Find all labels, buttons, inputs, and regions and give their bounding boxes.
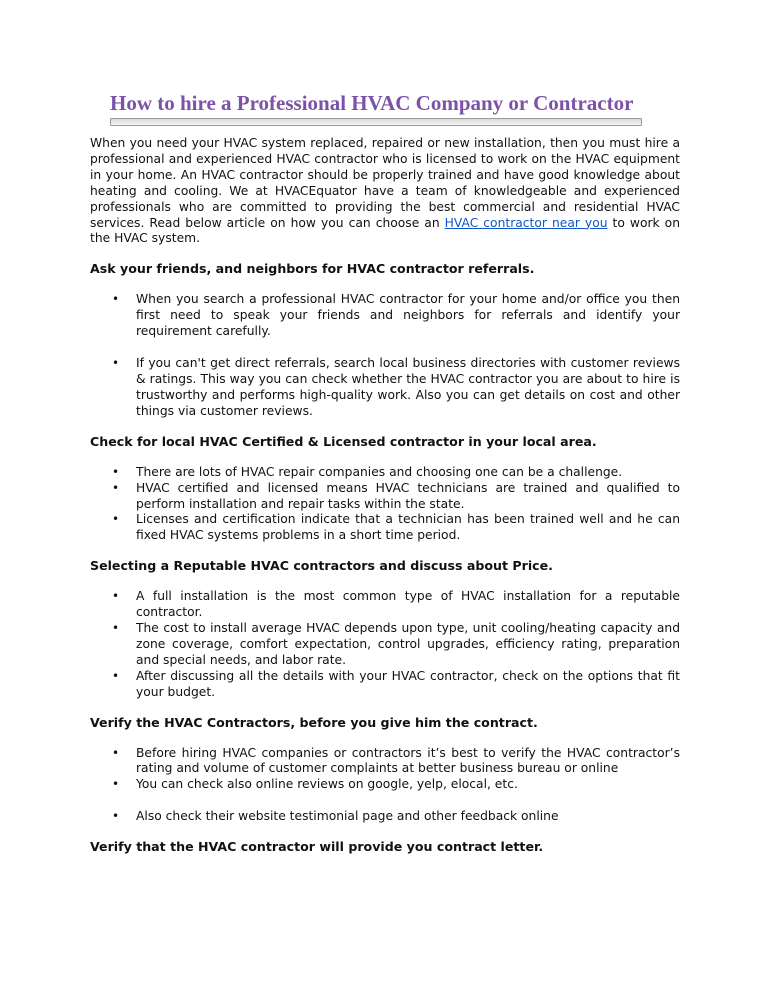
bullet-list-price	[90, 589, 680, 700]
list-item: • Also check their website testimonial page and other feedback online	[112, 809, 559, 824]
list-item: • There are lots of HVAC repair companies and choosing one can be a challenge.	[112, 464, 623, 479]
bullet-icon: •	[112, 668, 120, 683]
list-item: • Before hiring HVAC companies or contractors it’s best to verify the HVAC contractor’s rating and volume of customer complaints at better business bureau or online	[112, 745, 680, 776]
bullet-list-referrals	[90, 292, 680, 419]
section-heading-contract: Verify that the HVAC contractor will provide you contract letter.	[90, 839, 544, 855]
intro-text: When you need your HVAC system replaced, repaired or new installation, then you must hire a professional and experienced HVAC contractor who is licensed to work on the HVAC equipment in your home. An HVAC contractor should be properly trained and have good knowledge about heating and cooling. We at HVACEquator have a team of knowledgeable and experienced professionals who are committed to providing the best commercial and residential HVAC services. Read below article on how you can choose an	[90, 136, 680, 230]
bullet-icon: •	[112, 589, 120, 604]
bullet-icon: •	[112, 512, 120, 527]
section-heading-referrals: Ask your friends, and neighbors for HVAC contractor referrals.	[90, 261, 535, 277]
bullet-icon: •	[112, 356, 120, 371]
list-item: • Licenses and certification indicate that a technician has been trained well and he can fixed HVAC systems problems in a short time period.	[112, 512, 680, 543]
section-heading-price: Selecting a Reputable HVAC contractors and discuss about Price.	[90, 558, 553, 574]
title-underline-bar	[110, 118, 642, 126]
section-heading-verify: Verify the HVAC Contractors, before you give him the contract.	[90, 714, 538, 730]
bullet-icon: •	[112, 464, 120, 479]
intro-text-after: to work on the HVAC system.	[90, 215, 680, 246]
intro-paragraph	[90, 136, 680, 247]
section-heading-certified: Check for local HVAC Certified & Licensed contractor in your local area.	[90, 433, 597, 449]
bullet-icon: •	[112, 809, 120, 824]
list-item: • A full installation is the most common type of HVAC installation for a reputable contractor.	[112, 589, 680, 620]
list-item: • You can check also online reviews on google, yelp, elocal, etc.	[112, 777, 518, 792]
bullet-list-certified	[90, 465, 680, 545]
list-item: • The cost to install average HVAC depends upon type, unit cooling/heating capacity and zone coverage, comfort expectation, control upgrades, efficiency rating, preparation and special needs, and labor rate.	[112, 621, 680, 667]
hvac-contractor-link[interactable]: HVAC contractor near you	[444, 215, 608, 230]
bullet-icon: •	[112, 480, 120, 495]
list-item: • If you can't get direct referrals, search local business directories with customer reviews & ratings. This way you can check whether the HVAC contractor you are about to hire is trustworthy and performs high-quality work. Also you can get details on cost and other things via customer reviews.	[112, 356, 680, 418]
list-item: • After discussing all the details with your HVAC contractor, check on the options that fit your budget.	[112, 668, 680, 699]
bullet-icon: •	[112, 621, 120, 636]
bullet-list-verify	[90, 746, 680, 826]
document-body	[90, 136, 680, 855]
list-item: • When you search a professional HVAC contractor for your home and/or office you then first need to speak your friends and neighbors for referrals and identify your requirement carefully.	[112, 292, 680, 339]
page-title: How to hire a Professional HVAC Company or Contractor	[110, 91, 634, 115]
list-item: • HVAC certified and licensed means HVAC technicians are trained and qualified to perform installation and repair tasks within the state.	[112, 480, 680, 511]
bullet-icon: •	[112, 745, 120, 760]
title-block	[110, 90, 642, 126]
bullet-icon: •	[112, 777, 120, 792]
bullet-icon: •	[112, 292, 120, 307]
